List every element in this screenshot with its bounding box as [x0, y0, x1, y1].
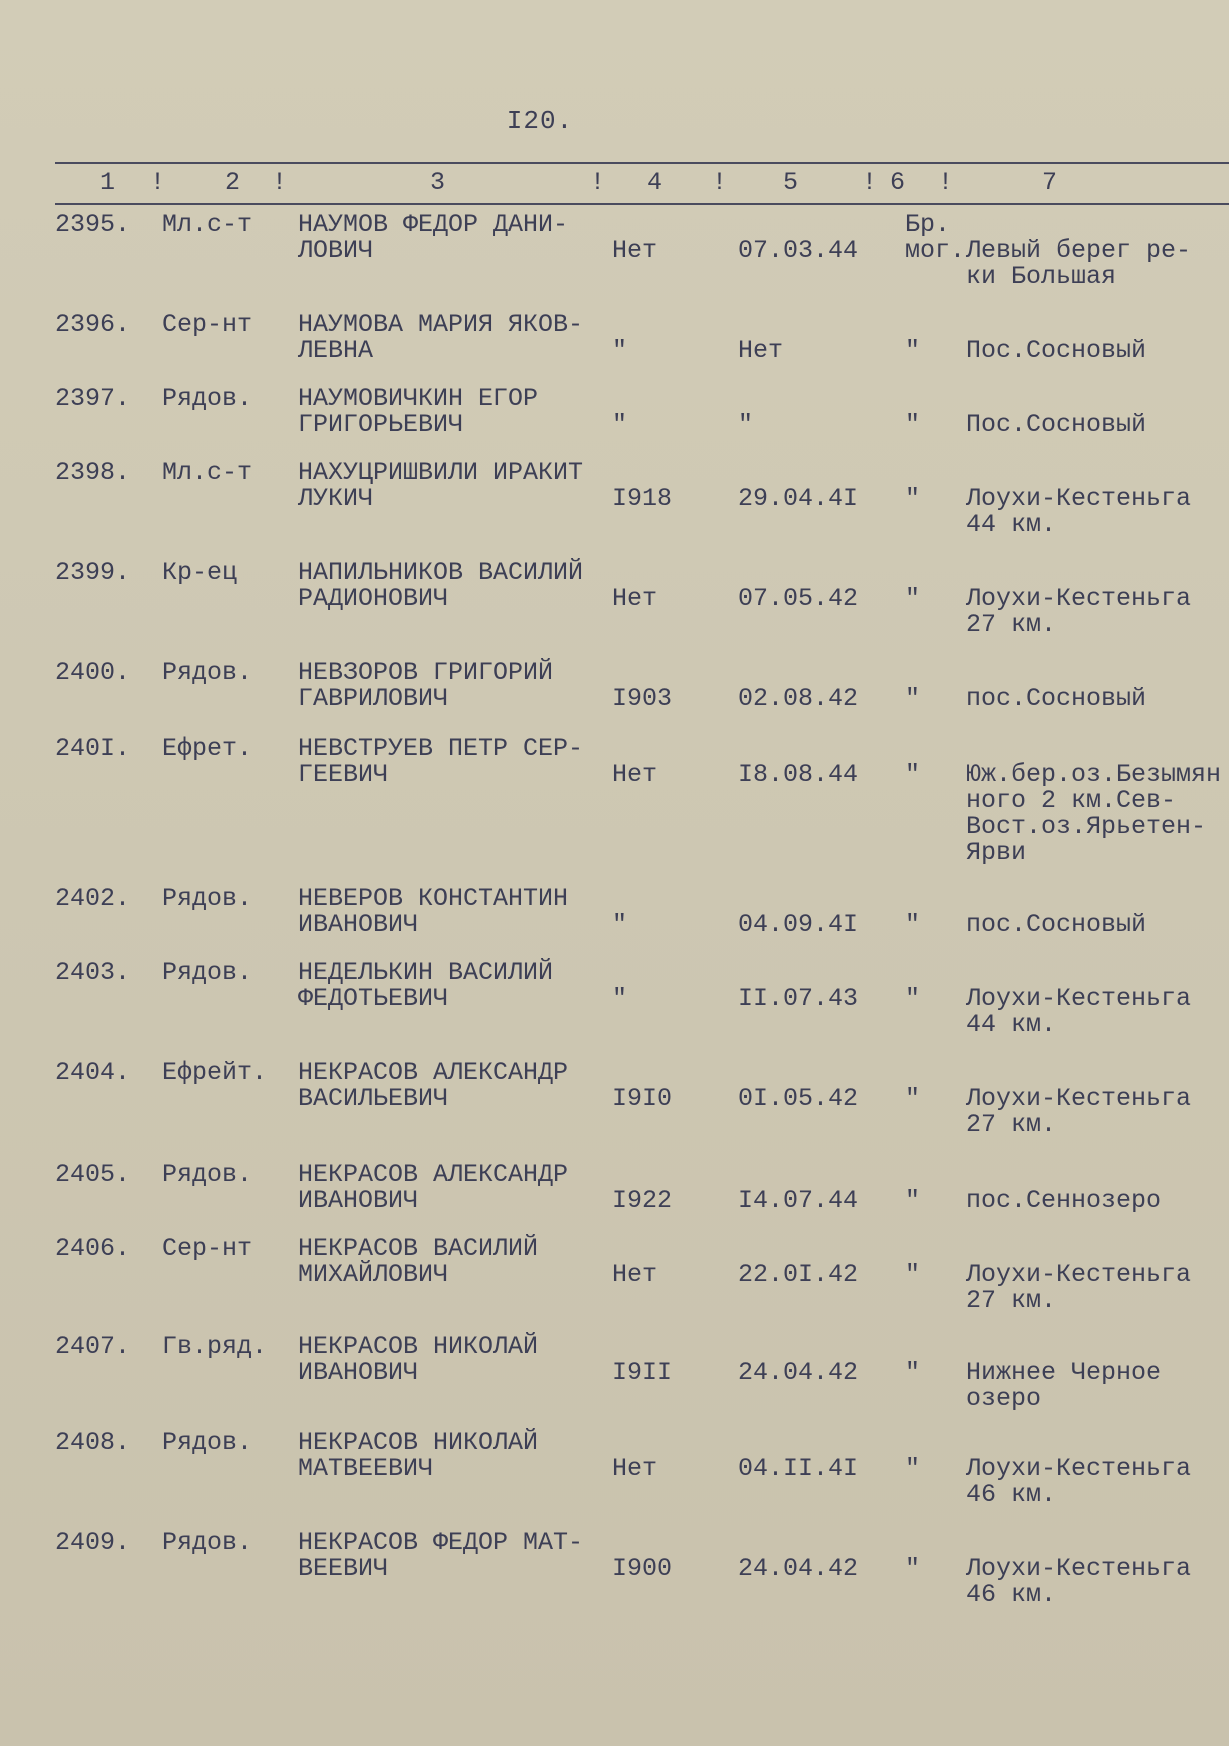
burial-place: [966, 1188, 1161, 1214]
burial-place: [966, 1360, 1161, 1412]
death-date: I8.08.44: [738, 760, 859, 789]
grave-type: [905, 912, 920, 938]
row-number: 2396.: [55, 310, 131, 339]
grave-type: [905, 1456, 920, 1482]
rank: Рядов.: [162, 1528, 253, 1557]
rank: Сер-нт: [162, 310, 253, 339]
grave-type: [905, 1086, 920, 1112]
death-date: 29.04.4I: [738, 484, 859, 513]
full-name-line: НЕКРАСОВ НИКОЛАЙ: [298, 1332, 539, 1361]
death-date: 0I.05.42: [738, 1084, 859, 1113]
full-name: [298, 960, 553, 1012]
full-name: [298, 312, 583, 364]
row-number: 2408.: [55, 1428, 131, 1457]
rank: Сер-нт: [162, 1234, 253, 1263]
rank: Гв.ряд.: [162, 1332, 268, 1361]
header-col-7: 7: [1042, 168, 1058, 197]
birth-year: Нет: [612, 760, 658, 789]
birth-year: ": [612, 910, 628, 939]
full-name-line: НАУМОВИЧКИН ЕГОР: [298, 384, 539, 413]
header-col-5: 5: [783, 168, 799, 197]
full-name: [298, 1162, 568, 1214]
death-date: 02.08.42: [738, 684, 859, 713]
grave-type: [905, 1188, 920, 1214]
grave-type: [905, 1262, 920, 1288]
burial-place: [966, 338, 1146, 364]
death-date: 07.05.42: [738, 584, 859, 613]
full-name: [298, 1060, 568, 1112]
row-number: 2407.: [55, 1332, 131, 1361]
burial-place: [966, 986, 1191, 1038]
grave-type-line: ": [905, 1554, 921, 1583]
rank: Кр-ец: [162, 558, 238, 587]
full-name-line: ВАСИЛЬЕВИЧ: [298, 1084, 449, 1113]
full-name-line: НЕВЗОРОВ ГРИГОРИЙ: [298, 658, 554, 687]
birth-year: I922: [612, 1186, 673, 1215]
birth-year: I9II: [612, 1358, 673, 1387]
birth-year: Нет: [612, 236, 658, 265]
grave-type: [905, 486, 920, 512]
burial-place: [966, 1086, 1191, 1138]
grave-type-line: ": [905, 760, 921, 789]
full-name-line: МАТВЕЕВИЧ: [298, 1454, 434, 1483]
grave-type-line: ": [905, 684, 921, 713]
header-separator: !: [938, 168, 954, 197]
row-number: 2403.: [55, 958, 131, 987]
burial-place-line: озеро: [966, 1384, 1042, 1413]
burial-place: [966, 238, 1191, 290]
death-date: 04.09.4I: [738, 910, 859, 939]
death-date: 24.04.42: [738, 1554, 859, 1583]
burial-place-line: Пос.Сосновый: [966, 410, 1147, 439]
birth-year: ": [612, 336, 628, 365]
full-name-line: РАДИОНОВИЧ: [298, 584, 449, 613]
header-col-1: 1: [100, 168, 116, 197]
death-date: 07.03.44: [738, 236, 859, 265]
grave-type: [905, 586, 920, 612]
rank: Рядов.: [162, 884, 253, 913]
row-number: 2409.: [55, 1528, 131, 1557]
full-name: [298, 212, 568, 264]
birth-year: Нет: [612, 1454, 658, 1483]
rank: Рядов.: [162, 658, 253, 687]
grave-type-line: ": [905, 1358, 921, 1387]
full-name-line: НЕКРАСОВ ВАСИЛИЙ: [298, 1234, 539, 1263]
birth-year: I900: [612, 1554, 673, 1583]
rank: Рядов.: [162, 1428, 253, 1457]
full-name-line: ЛОВИЧ: [298, 236, 374, 265]
full-name-line: ФЕДОТЬЕВИЧ: [298, 984, 449, 1013]
full-name-line: НЕКРАСОВ ФЕДОР МАТ-: [298, 1528, 584, 1557]
burial-place: [966, 762, 1221, 866]
full-name: [298, 736, 583, 788]
full-name-line: ИВАНОВИЧ: [298, 1186, 419, 1215]
header-bottom-rule: [55, 203, 1229, 205]
header-col-3: 3: [430, 168, 446, 197]
birth-year: ": [612, 410, 628, 439]
full-name-line: МИХАЙЛОВИЧ: [298, 1260, 449, 1289]
rank: Ефрет.: [162, 734, 253, 763]
full-name: [298, 1530, 583, 1582]
death-date: ": [738, 410, 754, 439]
full-name-line: НЕКРАСОВ НИКОЛАЙ: [298, 1428, 539, 1457]
burial-place-line: Ярви: [966, 838, 1027, 867]
burial-place: [966, 1262, 1191, 1314]
death-date: 24.04.42: [738, 1358, 859, 1387]
grave-type: [905, 1556, 920, 1582]
full-name-line: ГАВРИЛОВИЧ: [298, 684, 449, 713]
burial-place-line: 46 км.: [966, 1480, 1057, 1509]
full-name-line: ЛЕВНА: [298, 336, 374, 365]
burial-place-line: Пос.Сосновый: [966, 336, 1147, 365]
full-name-line: ИВАНОВИЧ: [298, 1358, 419, 1387]
row-number: 240I.: [55, 734, 131, 763]
header-separator: !: [272, 168, 288, 197]
rank: Рядов.: [162, 384, 253, 413]
full-name-line: НАХУЦРИШВИЛИ ИРАКИТ: [298, 458, 584, 487]
burial-place-line: Вост.оз.Ярьетен-: [966, 812, 1207, 841]
burial-place-line: пос.Сосновый: [966, 684, 1147, 713]
burial-place: [966, 586, 1191, 638]
death-date: I4.07.44: [738, 1186, 859, 1215]
grave-type-line: ": [905, 1260, 921, 1289]
grave-type-line: ": [905, 584, 921, 613]
grave-type: [905, 986, 920, 1012]
burial-place-line: 27 км.: [966, 610, 1057, 639]
burial-place-line: 46 км.: [966, 1580, 1057, 1609]
full-name-line: ИВАНОВИЧ: [298, 910, 419, 939]
burial-place-line: ки Большая: [966, 262, 1117, 291]
row-number: 2402.: [55, 884, 131, 913]
full-name-line: ГРИГОРЬЕВИЧ: [298, 410, 464, 439]
rank: Рядов.: [162, 1160, 253, 1189]
header-col-6: 6: [890, 168, 906, 197]
grave-type: [905, 338, 920, 364]
grave-type-line: ": [905, 484, 921, 513]
full-name: [298, 886, 568, 938]
full-name-line: НЕВЕРОВ КОНСТАНТИН: [298, 884, 569, 913]
full-name-line: ЛУКИЧ: [298, 484, 374, 513]
full-name: [298, 460, 583, 512]
grave-type-line: ": [905, 1454, 921, 1483]
header-separator: !: [150, 168, 166, 197]
row-number: 2397.: [55, 384, 131, 413]
full-name-line: ВЕЕВИЧ: [298, 1554, 389, 1583]
header-col-2: 2: [225, 168, 241, 197]
burial-place: [966, 912, 1146, 938]
burial-place-line: Лоухи-Кестеньга: [966, 1554, 1192, 1583]
grave-type-line: Бр.: [905, 210, 951, 239]
grave-type: [905, 1360, 920, 1386]
birth-year: Нет: [612, 1260, 658, 1289]
birth-year: Нет: [612, 584, 658, 613]
row-number: 2406.: [55, 1234, 131, 1263]
full-name-line: НАУМОВА МАРИЯ ЯКОВ-: [298, 310, 584, 339]
grave-type-line: ": [905, 410, 921, 439]
death-date: 22.0I.42: [738, 1260, 859, 1289]
full-name-line: НЕДЕЛЬКИН ВАСИЛИЙ: [298, 958, 554, 987]
burial-place: [966, 486, 1191, 538]
death-date: II.07.43: [738, 984, 859, 1013]
burial-place-line: 27 км.: [966, 1110, 1057, 1139]
grave-type-line: ": [905, 1186, 921, 1215]
full-name: [298, 1236, 538, 1288]
grave-type-line: ": [905, 336, 921, 365]
death-date: 04.II.4I: [738, 1454, 859, 1483]
burial-place-line: 27 км.: [966, 1286, 1057, 1315]
row-number: 2395.: [55, 210, 131, 239]
full-name-line: НЕКРАСОВ АЛЕКСАНДР: [298, 1058, 569, 1087]
burial-place-line: 44 км.: [966, 1010, 1057, 1039]
birth-year: I9I0: [612, 1084, 673, 1113]
grave-type-line: ": [905, 1084, 921, 1113]
full-name: [298, 1334, 538, 1386]
table-header: [0, 168, 1229, 200]
burial-place-line: Левый берег ре-: [966, 236, 1192, 265]
page-number: I20.: [506, 106, 574, 136]
full-name-line: НЕКРАСОВ АЛЕКСАНДР: [298, 1160, 569, 1189]
grave-type: [905, 412, 920, 438]
row-number: 2405.: [55, 1160, 131, 1189]
full-name: [298, 660, 553, 712]
burial-place: [966, 1456, 1191, 1508]
row-number: 2404.: [55, 1058, 131, 1087]
death-date: Нет: [738, 336, 784, 365]
grave-type-line: ": [905, 910, 921, 939]
grave-type: [905, 212, 965, 264]
row-number: 2400.: [55, 658, 131, 687]
header-separator: !: [862, 168, 878, 197]
burial-place-line: Лоухи-Кестеньга: [966, 1084, 1192, 1113]
full-name: [298, 560, 583, 612]
full-name-line: НАУМОВ ФЕДОР ДАНИ-: [298, 210, 569, 239]
header-separator: !: [590, 168, 606, 197]
burial-place-line: Нижнее Черное: [966, 1358, 1162, 1387]
burial-place-line: 44 км.: [966, 510, 1057, 539]
rank: Рядов.: [162, 958, 253, 987]
header-col-4: 4: [647, 168, 663, 197]
full-name-line: НЕВСТРУЕВ ПЕТР СЕР-: [298, 734, 584, 763]
burial-place: [966, 1556, 1191, 1608]
row-number: 2398.: [55, 458, 131, 487]
grave-type: [905, 762, 920, 788]
header-separator: !: [712, 168, 728, 197]
burial-place-line: Лоухи-Кестеньга: [966, 484, 1192, 513]
row-number: 2399.: [55, 558, 131, 587]
burial-place-line: Лоухи-Кестеньга: [966, 1454, 1192, 1483]
burial-place-line: Лоухи-Кестеньга: [966, 1260, 1192, 1289]
burial-place-line: ного 2 км.Сев-: [966, 786, 1177, 815]
grave-type-line: мог.: [905, 236, 966, 265]
birth-year: ": [612, 984, 628, 1013]
rank: Мл.с-т: [162, 210, 253, 239]
rank: Мл.с-т: [162, 458, 253, 487]
birth-year: I918: [612, 484, 673, 513]
grave-type-line: ": [905, 984, 921, 1013]
burial-place-line: пос.Сосновый: [966, 910, 1147, 939]
header-top-rule: [55, 162, 1229, 164]
burial-place: [966, 686, 1146, 712]
rank: Ефрейт.: [162, 1058, 268, 1087]
birth-year: I903: [612, 684, 673, 713]
burial-place-line: Лоухи-Кестеньга: [966, 584, 1192, 613]
full-name: [298, 386, 538, 438]
full-name: [298, 1430, 538, 1482]
full-name-line: НАПИЛЬНИКОВ ВАСИЛИЙ: [298, 558, 584, 587]
burial-place-line: Лоухи-Кестеньга: [966, 984, 1192, 1013]
grave-type: [905, 686, 920, 712]
burial-place: [966, 412, 1146, 438]
full-name-line: ГЕЕВИЧ: [298, 760, 389, 789]
burial-place-line: пос.Сеннозеро: [966, 1186, 1162, 1215]
burial-place-line: Юж.бер.оз.Безымян: [966, 760, 1222, 789]
